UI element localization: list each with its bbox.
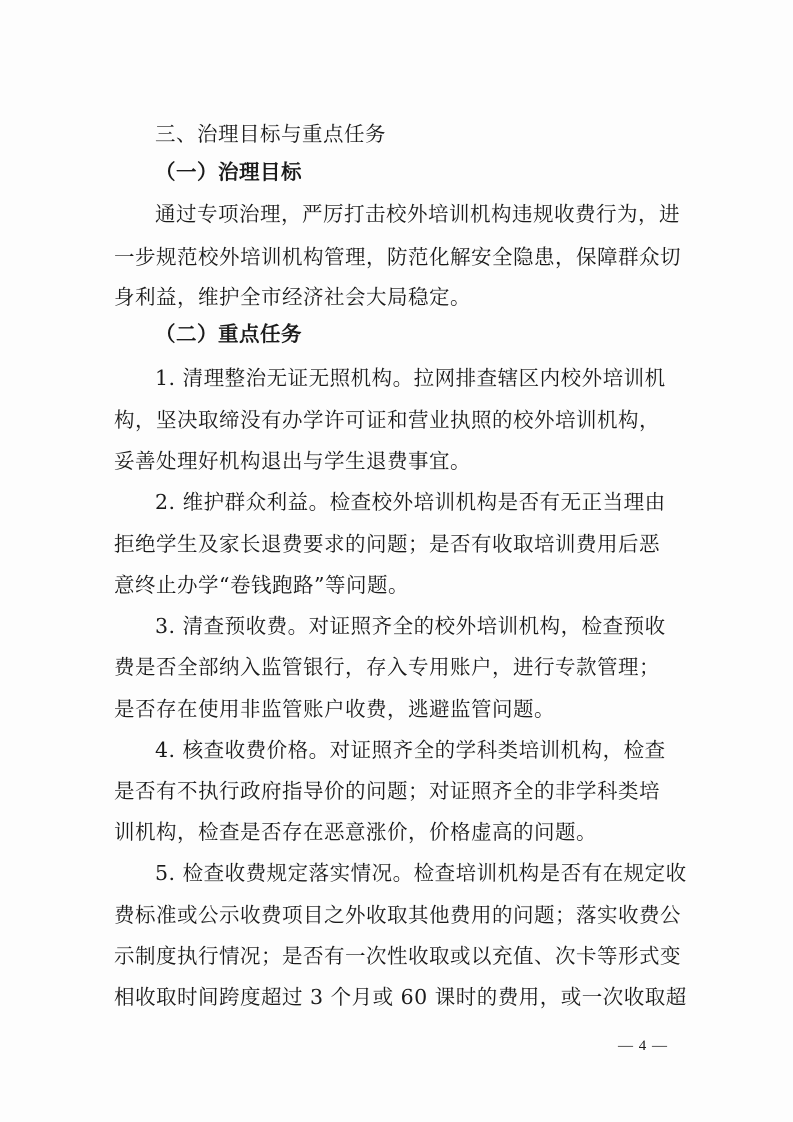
paragraph-line: 5. 检查收费规定落实情况。检查培训机构是否有在规定收 [155,861,687,885]
paragraph-line: 训机构，检查是否存在恶意涨价，价格虚高的问题。 [114,820,597,844]
subsection-heading-goal: （一）治理目标 [155,160,302,184]
paragraph-line: 意终止办学“卷钱跑路”等问题。 [114,573,409,597]
paragraph-line: 3. 清查预收费。对证照齐全的校外培训机构，检查预收 [155,614,666,638]
paragraph-line: 拒绝学生及家长退费要求的问题；是否有收取培训费用后恶 [114,532,660,556]
paragraph-line: 相收取时间跨度超过 3 个月或 60 课时的费用，或一次收取超 [114,985,687,1009]
paragraph-line: 费是否全部纳入监管银行，存入专用账户，进行专款管理； [114,655,660,679]
paragraph-line: 通过专项治理，严厉打击校外培训机构违规收费行为，进 [155,202,680,226]
paragraph-line: 一步规范校外培训机构管理，防范化解安全隐患，保障群众切 [114,245,681,269]
paragraph-line: 2. 维护群众利益。检查校外培训机构是否有无正当理由 [155,490,666,514]
paragraph-line: 构，坚决取缔没有办学许可证和营业执照的校外培训机构， [114,408,660,432]
paragraph-line: 示制度执行情况；是否有一次性收取或以充值、次卡等形式变 [114,944,681,968]
paragraph-line: 妥善处理好机构退出与学生退费事宜。 [114,449,471,473]
paragraph-line: 1. 清理整治无证无照机构。拉网排查辖区内校外培训机 [155,366,666,390]
paragraph-line: 是否有不执行政府指导价的问题；对证照齐全的非学科类培 [114,779,660,803]
subsection-heading-tasks: （二）重点任务 [155,322,302,346]
paragraph-line: 是否存在使用非监管账户收费，逃避监管问题。 [114,697,555,721]
paragraph-line: 费标准或公示收费项目之外收取其他费用的问题；落实收费公 [114,903,681,927]
page-number: — 4 — [618,1038,668,1054]
paragraph-line: 4. 核查收费价格。对证照齐全的学科类培训机构，检查 [155,738,666,762]
section-heading: 三、治理目标与重点任务 [155,122,386,146]
paragraph-line: 身利益，维护全市经济社会大局稳定。 [114,285,471,309]
